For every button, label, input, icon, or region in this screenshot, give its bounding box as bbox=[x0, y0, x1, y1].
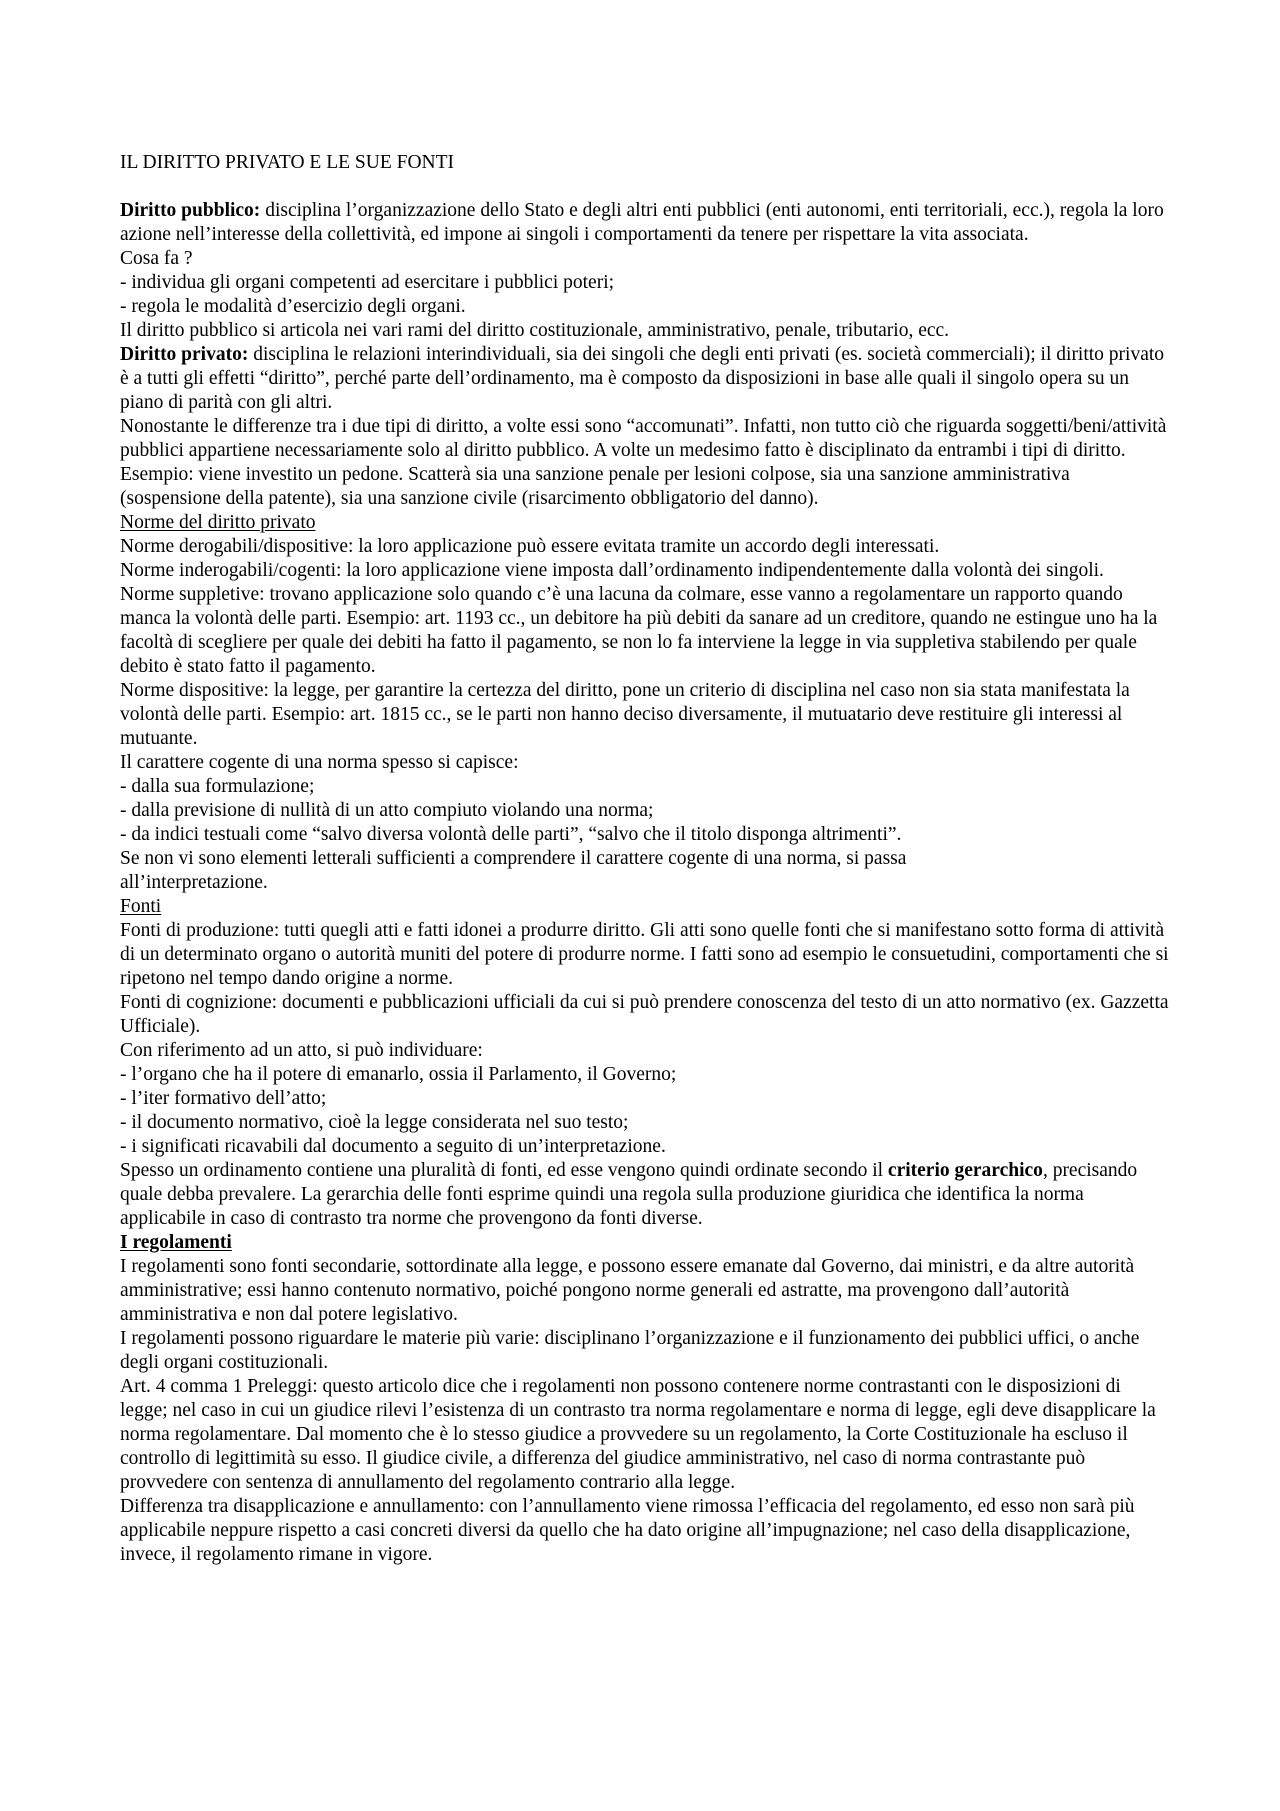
text-diritto-pubblico: disciplina l’organizzazione dello Stato e degli altri enti pubblici (enti autonomi, enti territoriali, ecc.), regola la loro azione nell’interesse della collettività, ed impone ai singoli i comportamenti da tenere per rispettare la vita associata. bbox=[120, 200, 1164, 245]
list-item: - il documento normativo, cioè la legge considerata nel suo testo; bbox=[120, 1112, 629, 1133]
document-body bbox=[120, 151, 1170, 1567]
list-item: - individua gli organi competenti ad esercitare i pubblici poteri; bbox=[120, 272, 615, 293]
paragraph-gerarchia bbox=[120, 1159, 1170, 1231]
text-diritto-privato: disciplina le relazioni interindividuali, sia dei singoli che degli enti privati (es. società commerciali); il diritto privato è a tutti gli effetti “diritto”, perché parte dell’ordinamento, ma è composto da disposizioni in base alle quali il singolo opera su un piano di parità con gli altri. bbox=[120, 344, 1165, 413]
list-item: - l’organo che ha il potere di emanarlo, ossia il Parlamento, il Governo; bbox=[120, 1064, 677, 1085]
list-item: - da indici testuali come “salvo diversa volontà delle parti”, “salvo che il titolo disponga altrimenti”. bbox=[120, 824, 902, 845]
heading-norme-diritto-privato bbox=[120, 511, 1170, 535]
gerarchia-post: , precisando quale debba prevalere. La gerarchia delle fonti esprime quindi una regola sulla produzione giuridica che identifica la norma applicabile in caso di contrasto tra norme che provengono da fonti diverse. bbox=[120, 1160, 1138, 1229]
list-item: - l’iter formativo dell’atto; bbox=[120, 1088, 327, 1109]
term-criterio-gerarchico: criterio gerarchico bbox=[887, 1160, 1043, 1181]
paragraph-rami: Il diritto pubblico si articola nei vari rami del diritto costituzionale, amministrativo, penale, tributario, ecc. bbox=[120, 320, 950, 341]
paragraph-regolamenti: Differenza tra disapplicazione e annullamento: con l’annullamento viene rimossa l’efficacia del regolamento, ed esso non sarà più applicabile neppure rispetto a casi concreti diversi da quello che ha dato origine all’impugnazione; nel caso della disapplicazione, invece, il regolamento rimane in vigore. bbox=[120, 1496, 1135, 1565]
paragraph-regolamenti: I regolamenti possono riguardare le materie più varie: disciplinano l’organizzazione e il funzionamento dei pubblici uffici, o anche degli organi costituzionali. bbox=[120, 1328, 1140, 1373]
heading-regolamenti bbox=[120, 1231, 1170, 1255]
paragraph-norme-derogabili: Norme derogabili/dispositive: la loro applicazione può essere evitata tramite un accordo degli interessati. bbox=[120, 536, 940, 557]
paragraph-regolamenti: Art. 4 comma 1 Preleggi: questo articolo dice che i regolamenti non possono contenere norme contrastanti con le disposizioni di legge; nel caso in cui un giudice rilevi l’esistenza di un contrasto tra norma regolamentare e norma di legge, egli deve disapplicare la norma regolamentare. Dal momento che è lo stesso giudice a provvedere su un regolamento, la Corte Costituzionale ha escluso il controllo di legittimità su esso. Il giudice civile, a differenza del giudice amministrativo, nel caso di norma contrastante può provvedere con sentenza di annullamento del regolamento contrario alla legge. bbox=[120, 1376, 1156, 1493]
paragraph-norme-dispositive: Norme dispositive: la legge, per garantire la certezza del diritto, pone un criterio di disciplina nel caso non sia stata manifestata la volontà delle parti. Esempio: art. 1815 cc., se le parti non hanno deciso diversamente, il mutuatario deve restituire gli interessi al mutuante. bbox=[120, 680, 1130, 749]
term-diritto-privato: Diritto privato: bbox=[120, 344, 249, 365]
paragraph-nonostante: Nonostante le differenze tra i due tipi di diritto, a volte essi sono “accomunati”. Infatti, non tutto ciò che riguarda soggetti/beni/attività pubblici appartiene necessariamente solo al diritto pubblico. A volte un medesimo fatto è disciplinato da entrambi i tipi di diritto. bbox=[120, 416, 1167, 461]
paragraph-norme-inderogabili: Norme inderogabili/cogenti: la loro applicazione viene imposta dall’ordinamento indipendentemente dalla volontà dei singoli. bbox=[120, 560, 1104, 581]
list-item: - dalla sua formulazione; bbox=[120, 776, 315, 797]
paragraph-cogente-line: all’interpretazione. bbox=[120, 872, 268, 893]
heading-norme-text: Norme del diritto privato bbox=[120, 512, 316, 533]
paragraph-fonti-produzione: Fonti di produzione: tutti quegli atti e fatti idonei a produrre diritto. Gli atti sono quelle fonti che si manifestano sotto forma di attività di un determinato organo o autorità muniti del potere di produrre norme. I fatti sono ad esempio le consuetudini, comportamenti che si ripetono nel tempo dando origine a norme. bbox=[120, 920, 1169, 989]
list-item: - i significati ricavabili dal documento a seguito di un’interpretazione. bbox=[120, 1136, 666, 1157]
gerarchia-pre: Spesso un ordinamento contiene una pluralità di fonti, ed esse vengono quindi ordinate secondo il bbox=[120, 1160, 888, 1181]
heading-fonti bbox=[120, 895, 1170, 919]
heading-fonti-text: Fonti bbox=[120, 896, 162, 917]
paragraph-diritto-pubblico bbox=[120, 199, 1170, 247]
blank-line bbox=[120, 175, 1170, 199]
paragraph-cogente-line: Se non vi sono elementi letterali sufficienti a comprendere il carattere cogente di una norma, si passa bbox=[120, 848, 907, 869]
cosa-fa-line: Cosa fa ? bbox=[120, 248, 193, 269]
list-item: - dalla previsione di nullità di un atto compiuto violando una norma; bbox=[120, 800, 654, 821]
paragraph-fonti-cognizione: Fonti di cognizione: documenti e pubblicazioni ufficiali da cui si può prendere conoscenza del testo di un atto normativo (ex. Gazzetta Ufficiale). bbox=[120, 992, 1169, 1037]
paragraph-regolamenti: I regolamenti sono fonti secondarie, sottordinate alla legge, e possono essere emanate dal Governo, dai ministri, e da altre autorità amministrative; essi hanno contenuto normativo, poiché pongono norme generali ed astratte, ma provengono dall’autorità amministrativa e non dal potere legislativo. bbox=[120, 1256, 1135, 1325]
heading-regolamenti-text: I regolamenti bbox=[120, 1232, 232, 1253]
paragraph-diritto-privato bbox=[120, 343, 1170, 415]
paragraph-atto-intro: Con riferimento ad un atto, si può individuare: bbox=[120, 1040, 483, 1061]
document-title: IL DIRITTO PRIVATO E LE SUE FONTI bbox=[120, 152, 455, 173]
paragraph-esempio: Esempio: viene investito un pedone. Scatterà sia una sanzione penale per lesioni colpose, sia una sanzione amministrativa (sospensione della patente), sia una sanzione civile (risarcimento obbligatorio del danno). bbox=[120, 464, 1070, 509]
paragraph-cogente-intro: Il carattere cogente di una norma spesso si capisce: bbox=[120, 752, 519, 773]
list-item: - regola le modalità d’esercizio degli organi. bbox=[120, 296, 466, 317]
term-diritto-pubblico: Diritto pubblico: bbox=[120, 200, 261, 221]
paragraph-norme-suppletive: Norme suppletive: trovano applicazione solo quando c’è una lacuna da colmare, esse vanno a regolamentare un rapporto quando manca la volontà delle parti. Esempio: art. 1193 cc., un debitore ha più debiti da sanare ad un creditore, quando ne estingue uno ha la facoltà di scegliere per quale dei debiti ha fatto il pagamento, se non lo fa interviene la legge in via suppletiva stabilendo per quale debito è stato fatto il pagamento. bbox=[120, 584, 1158, 677]
